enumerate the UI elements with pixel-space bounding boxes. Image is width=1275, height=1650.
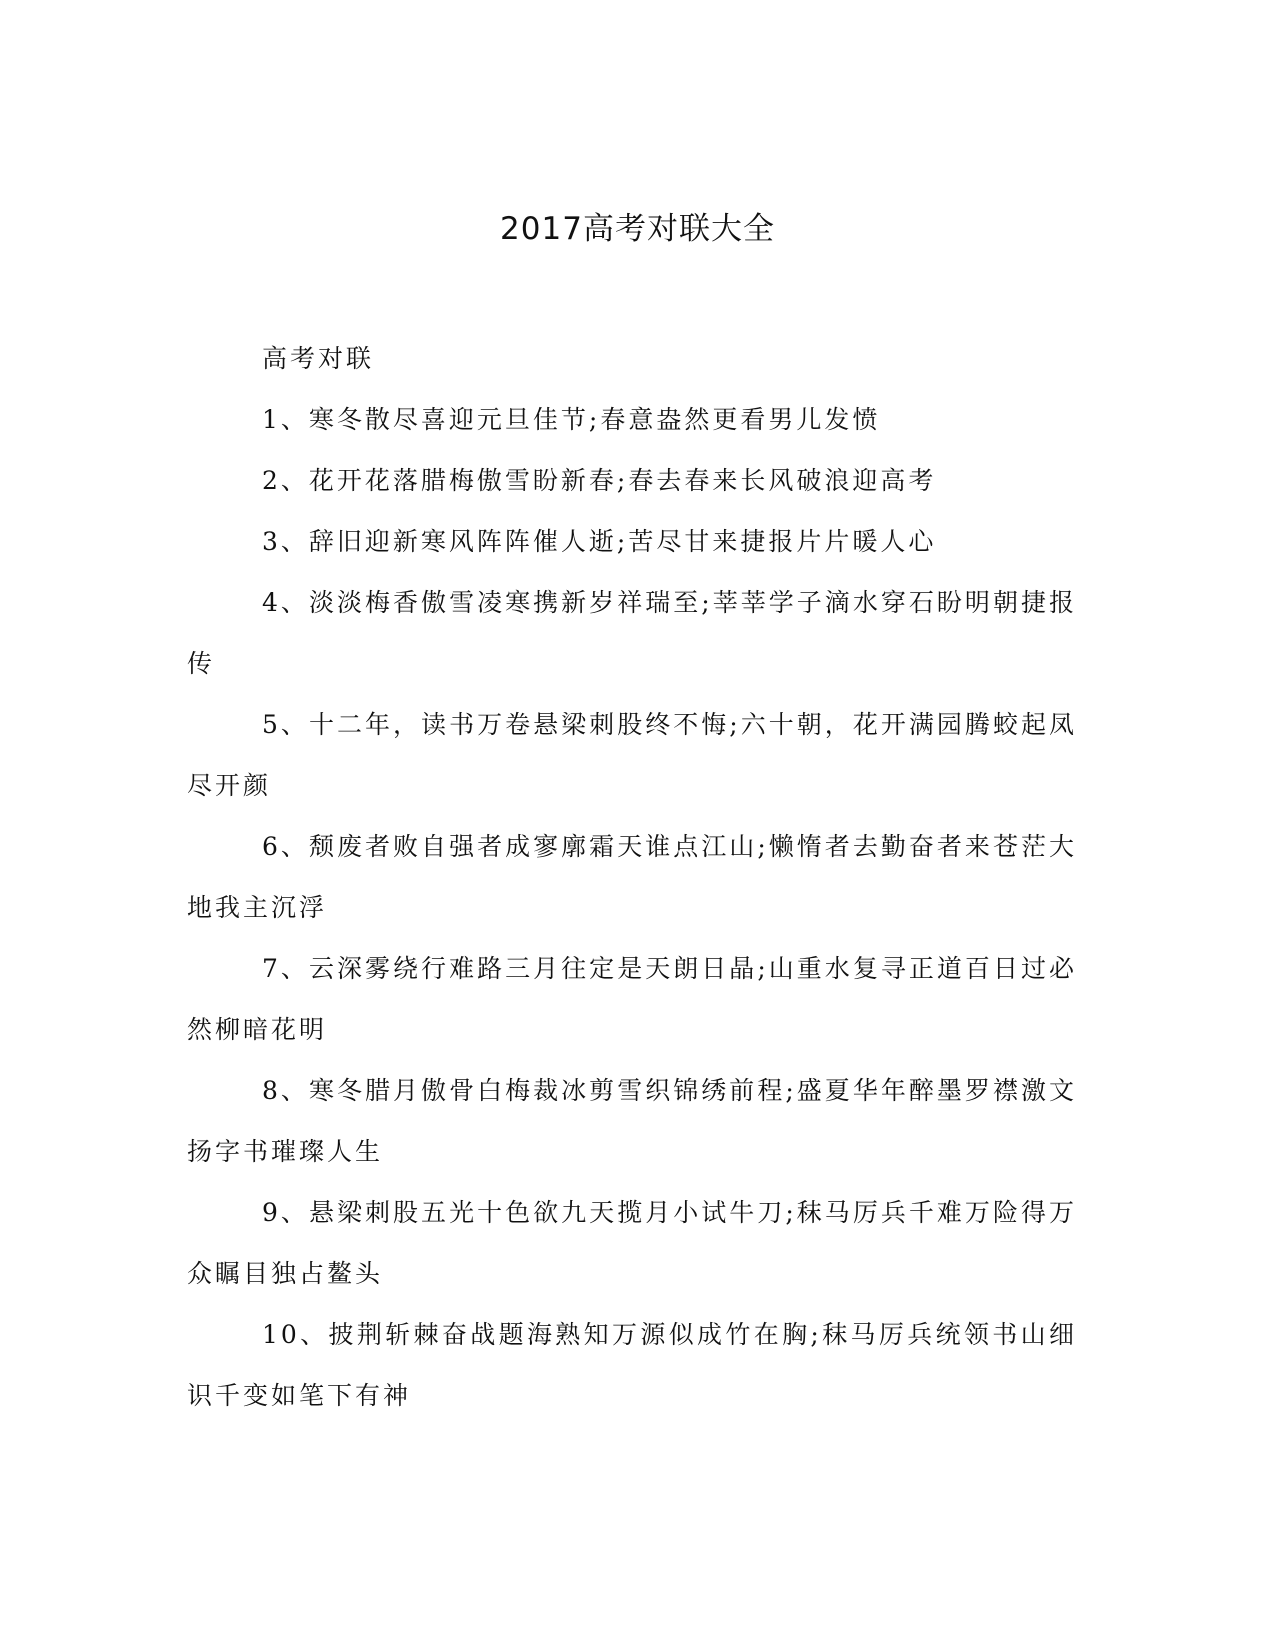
couplet-item: 8、寒冬腊月傲骨白梅裁冰剪雪织锦绣前程;盛夏华年醉墨罗襟激文扬字书璀璨人生 xyxy=(187,1076,1077,1166)
couplet-item: 6、颓废者败自强者成寥廓霜天谁点江山;懒惰者去勤奋者来苍茫大地我主沉浮 xyxy=(187,832,1077,922)
section-heading: 高考对联 xyxy=(262,344,375,373)
couplet-item: 9、悬梁刺股五光十色欲九天揽月小试牛刀;秣马厉兵千难万险得万众瞩目独占鳌头 xyxy=(187,1198,1077,1288)
document-title: 2017高考对联大全 xyxy=(500,211,775,247)
couplet-item: 2、花开花落腊梅傲雪盼新春;春去春来长风破浪迎高考 xyxy=(262,466,937,495)
couplet-item: 5、十二年，读书万卷悬梁刺股终不悔;六十朝，花开满园腾蛟起凤尽开颜 xyxy=(187,710,1077,800)
couplet-item: 3、辞旧迎新寒风阵阵催人逝;苦尽甘来捷报片片暖人心 xyxy=(262,527,937,556)
couplet-item: 7、云深雾绕行难路三月往定是天朗日晶;山重水复寻正道百日过必然柳暗花明 xyxy=(187,954,1077,1044)
couplet-item: 1、寒冬散尽喜迎元旦佳节;春意盎然更看男儿发愤 xyxy=(262,405,881,434)
couplet-item: 4、淡淡梅香傲雪凌寒携新岁祥瑞至;莘莘学子滴水穿石盼明朝捷报传 xyxy=(187,588,1077,678)
document-body xyxy=(187,328,1077,1426)
couplet-item: 10、披荆斩棘奋战题海熟知万源似成竹在胸;秣马厉兵统领书山细识千变如笔下有神 xyxy=(187,1320,1077,1410)
